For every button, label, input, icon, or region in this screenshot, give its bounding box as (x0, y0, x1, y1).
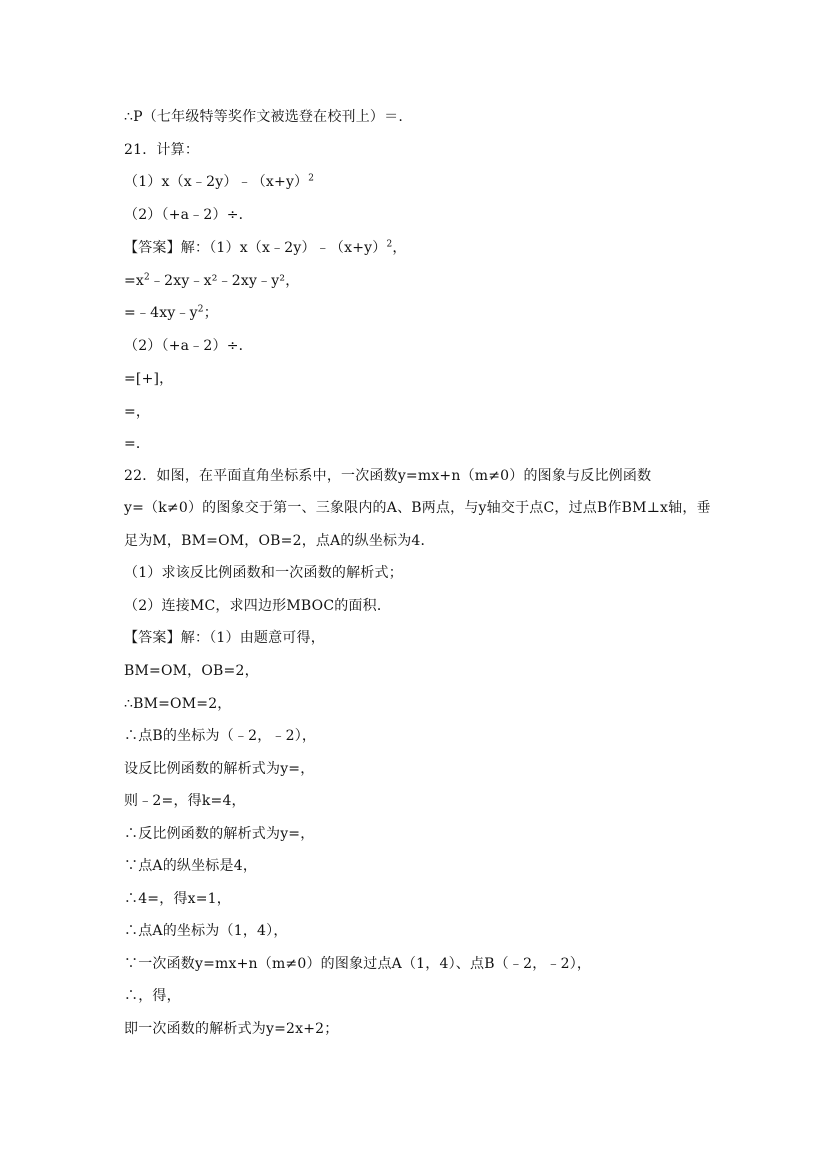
text-line: ∴，得， (124, 988, 181, 1004)
text-line: =[+]， (124, 371, 174, 387)
text-line: =． (124, 436, 151, 452)
text-line: $(1)x(x﹣2y)﹣(x+y)^2$ (124, 173, 315, 190)
text-line: （2）（+a﹣2）÷． (124, 207, 253, 223)
text-line: ∵点A的纵坐标是4， (124, 858, 258, 874)
text-line: ∴BM=OM=2， (124, 696, 232, 712)
text-line: 足为M，BM=OM，OB=2，点A的纵坐标为4． (124, 533, 435, 549)
text-line: ∴点A的坐标为（1，4）， (124, 923, 288, 939)
text-line: 设反比例函数的解析式为y=， (124, 761, 315, 777)
text-line: ∴P（七年级特等奖作文被选登在校刊上）＝. (124, 109, 403, 125)
text-line: 21．计算： (124, 142, 200, 158)
text-line: BM=OM，OB=2， (124, 663, 259, 679)
text-line: ∴反比例函数的解析式为y=， (124, 826, 315, 842)
text-line: 【答案】解：$(1)x(x﹣2y)﹣(x+y)^2$， (124, 239, 407, 256)
text-line: （1）求该反比例函数和一次函数的解析式； (124, 565, 403, 581)
text-line: y=（k≠0）的图象交于第一、三象限内的A、B两点，与y轴交于点C，过点B作BM⊥x轴，垂 (124, 500, 711, 516)
text-line: 【答案】解：（1）由题意可得， (124, 630, 325, 646)
text-line: $=﹣4xy﹣y^2$； (124, 304, 218, 321)
text-line: ∴4=，得x=1， (124, 891, 231, 907)
text-line: 则﹣2=，得k=4， (124, 793, 246, 809)
text-line: =， (124, 404, 151, 420)
text-line: 22．如图，在平面直角坐标系中，一次函数y=mx+n（m≠0）的图象与反比例函数 (124, 468, 652, 484)
text-line: 即一次函数的解析式为y=2x+2； (124, 1021, 339, 1037)
text-line: ∴点B的坐标为（﹣2，﹣2）， (124, 728, 317, 744)
text-line: $=x^2﹣2xy﹣x^2﹣2xy﹣y^2$， (124, 272, 300, 289)
text-line: （2）连接MC，求四边形MBOC的面积． (124, 598, 392, 614)
text-line: （2）（+a﹣2）÷． (124, 338, 253, 354)
text-line: ∵一次函数y=mx+n（m≠0）的图象过点A（1，4）、点B（﹣2，﹣2）， (124, 956, 592, 972)
